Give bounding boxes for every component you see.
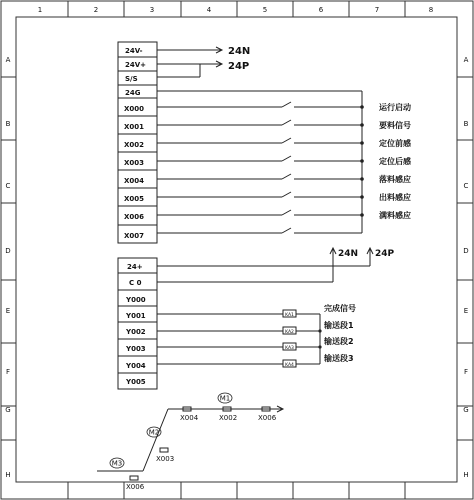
row-letter-e-right: E [463,307,469,315]
input-switch-lines [157,102,362,233]
col-num-4: 4 [206,6,212,14]
supply-label-24p: 24P [228,61,250,72]
output-label-y002: 输送段1 [324,321,354,330]
col-num-1: 1 [37,6,43,14]
terminal-x003: X003 [124,159,145,167]
row-letter-h: H [5,471,11,479]
col-num-8: 8 [428,6,434,14]
input-common-bus [157,91,362,233]
supply-label-24n: 24N [228,46,251,57]
row-letter-d: D [5,247,11,255]
relay-ka4: KA4 [285,363,294,368]
terminal-x007: X007 [124,232,145,240]
terminal-c0: C 0 [129,279,142,287]
input-label-x000: 运行启动 [379,103,411,112]
row-letter-e: E [5,307,11,315]
terminal-24-plus: 24+ [127,263,143,271]
row-letter-b: B [5,120,11,128]
terminal-y004: Y004 [126,362,146,370]
row-letter-g-right: G [463,406,469,414]
terminal-x001: X001 [124,123,145,131]
sensor-label-x006-bottom: X006 [126,483,145,491]
sensor-label-x006-top: X006 [258,414,277,422]
row-letter-c: C [5,182,11,190]
frame-border [1,1,473,499]
terminal-x005: X005 [124,195,145,203]
input-label-x003: 定位后感 [379,157,411,166]
terminal-24g: 24G [125,89,141,97]
terminal-x000: X000 [124,105,145,113]
input-terminal-block [118,42,157,243]
output-label-y004: 输送段3 [324,354,354,363]
terminal-ss: S/S [125,75,138,83]
motor-m2: M2 [148,428,160,437]
input-label-x005: 出料感应 [379,193,411,202]
row-letter-b-right: B [463,120,469,128]
terminal-x006: X006 [124,213,145,221]
output-label-y001: 完成信号 [324,304,356,313]
output-label-y003: 输送段2 [324,337,354,346]
row-letter-f-right: F [463,368,469,376]
col-num-2: 2 [93,6,99,14]
input-label-x006: 满料感应 [379,211,411,220]
sensor-label-x004: X004 [180,414,199,422]
terminal-y001: Y001 [126,312,146,320]
col-num-7: 7 [374,6,380,14]
terminal-y003: Y003 [126,345,146,353]
terminal-y002: Y002 [126,328,146,336]
terminal-y005: Y005 [126,378,146,386]
supply-connections [157,47,222,77]
common-label-24n: 24N [338,249,359,259]
terminal-x004: X004 [124,177,145,185]
row-letter-a-right: A [463,56,469,64]
row-letter-g: G [5,406,11,414]
relay-ka1: KA1 [285,313,294,318]
sensor-markers [130,407,270,480]
output-relay-lines [157,310,320,367]
motor-m3: M3 [111,459,123,468]
terminal-x002: X002 [124,141,145,149]
input-label-x001: 要料信号 [379,121,411,130]
input-label-x004: 落料感应 [379,175,411,184]
row-letter-f: F [5,368,11,376]
column-numbers [38,6,433,14]
sensor-label-x002: X002 [219,414,238,422]
row-letter-c-right: C [463,182,469,190]
terminal-24v-plus: 24V+ [125,61,147,69]
relay-ka3: KA3 [285,346,294,351]
col-num-3: 3 [149,6,155,14]
row-letter-a: A [5,56,11,64]
relay-ka2: KA2 [285,330,294,335]
motor-m1: M1 [219,394,231,403]
input-label-x002: 定位前感 [379,139,411,148]
col-num-5: 5 [262,6,268,14]
common-label-24p: 24P [375,249,395,259]
output-terminal-block [118,258,157,389]
col-num-6: 6 [318,6,324,14]
terminal-y000: Y000 [126,296,146,304]
sensor-label-x003: X003 [156,455,175,463]
row-letter-d-right: D [463,247,469,255]
row-ticks [1,77,473,440]
row-letter-h-right: H [463,471,469,479]
terminal-24v-minus: 24V- [125,47,143,55]
